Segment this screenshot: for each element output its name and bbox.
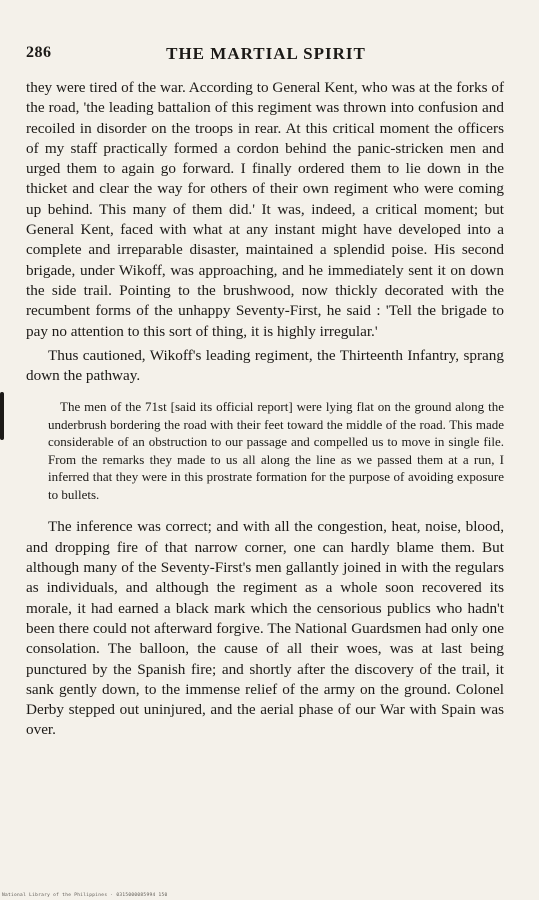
body-text [26, 78, 504, 741]
paragraph-wikoff: Thus cautioned, Wikoff's leading regiment, the Thirteenth Infantry, sprang down the pathway. [26, 346, 504, 385]
block-quote: The men of the 71st [said its official report] were lying flat on the ground along the underbrush bordering the road with their feet toward the middle of the road. This made considerable of an obstruction to our passage and compelled us to move in single file. From the remarks they made to us all along the line as we passed them at a run, I inferred that they were in this prostrate formation for the purpose of avoiding exposure to bullets. [48, 399, 504, 502]
paragraph-continuation: they were tired of the war. According to General Kent, who was at the forks of the road, 'the leading battalion of this regiment was thrown into confusion and recoiled in disorder on the troops in rear. At this critical moment the officers of my staff practically formed a cordon behind the panic-stricken men and urged them to again go forward. I finally ordered them to lie down in the thicket and clear the way for others of their own regiment who were coming up behind. This many of them did.' It was, indeed, a critical moment; but General Kent, faced with what at any instant might have developed into a complete and irreparable disaster, maintained a splendid poise. His second brigade, under Wikoff, was approaching, and he immediately sent it on down the side trail. Pointing to the brushwood, now thickly decorated with the recumbent forms of the unhappy Seventy-First, he said : 'Tell the brigade to pay no attention to this sort of thing, it is highly irregular.' [26, 79, 504, 340]
paragraph-conclusion: The inference was correct; and with all the congestion, heat, noise, blood, and dropping fire of that narrow corner, one can hardly blame them. But although many of the Seventy-First's men gallantly joined in with the regulars as individuals, and although the regiment as a whole soon recovered its morale, it had earned a black mark which the censorious publics who hadn't been there could not afterward forgive. The National Guardsmen had only one consolation. The balloon, the cause of all their woes, was at last being punctured by the Spanish fire; and shortly after the discovery of the trail, it sank gently down, to the immense relief of the army on the ground. Colonel Derby stepped out uninjured, and the aerial phase of our War with Spain was over. [26, 518, 504, 739]
running-title: THE MARTIAL SPIRIT [166, 44, 366, 63]
scan-footer: National Library of the Philippines · 0315000085994 150 [2, 893, 168, 898]
page-number: 286 [26, 44, 52, 61]
page-header [26, 44, 506, 66]
margin-mark [0, 392, 4, 440]
